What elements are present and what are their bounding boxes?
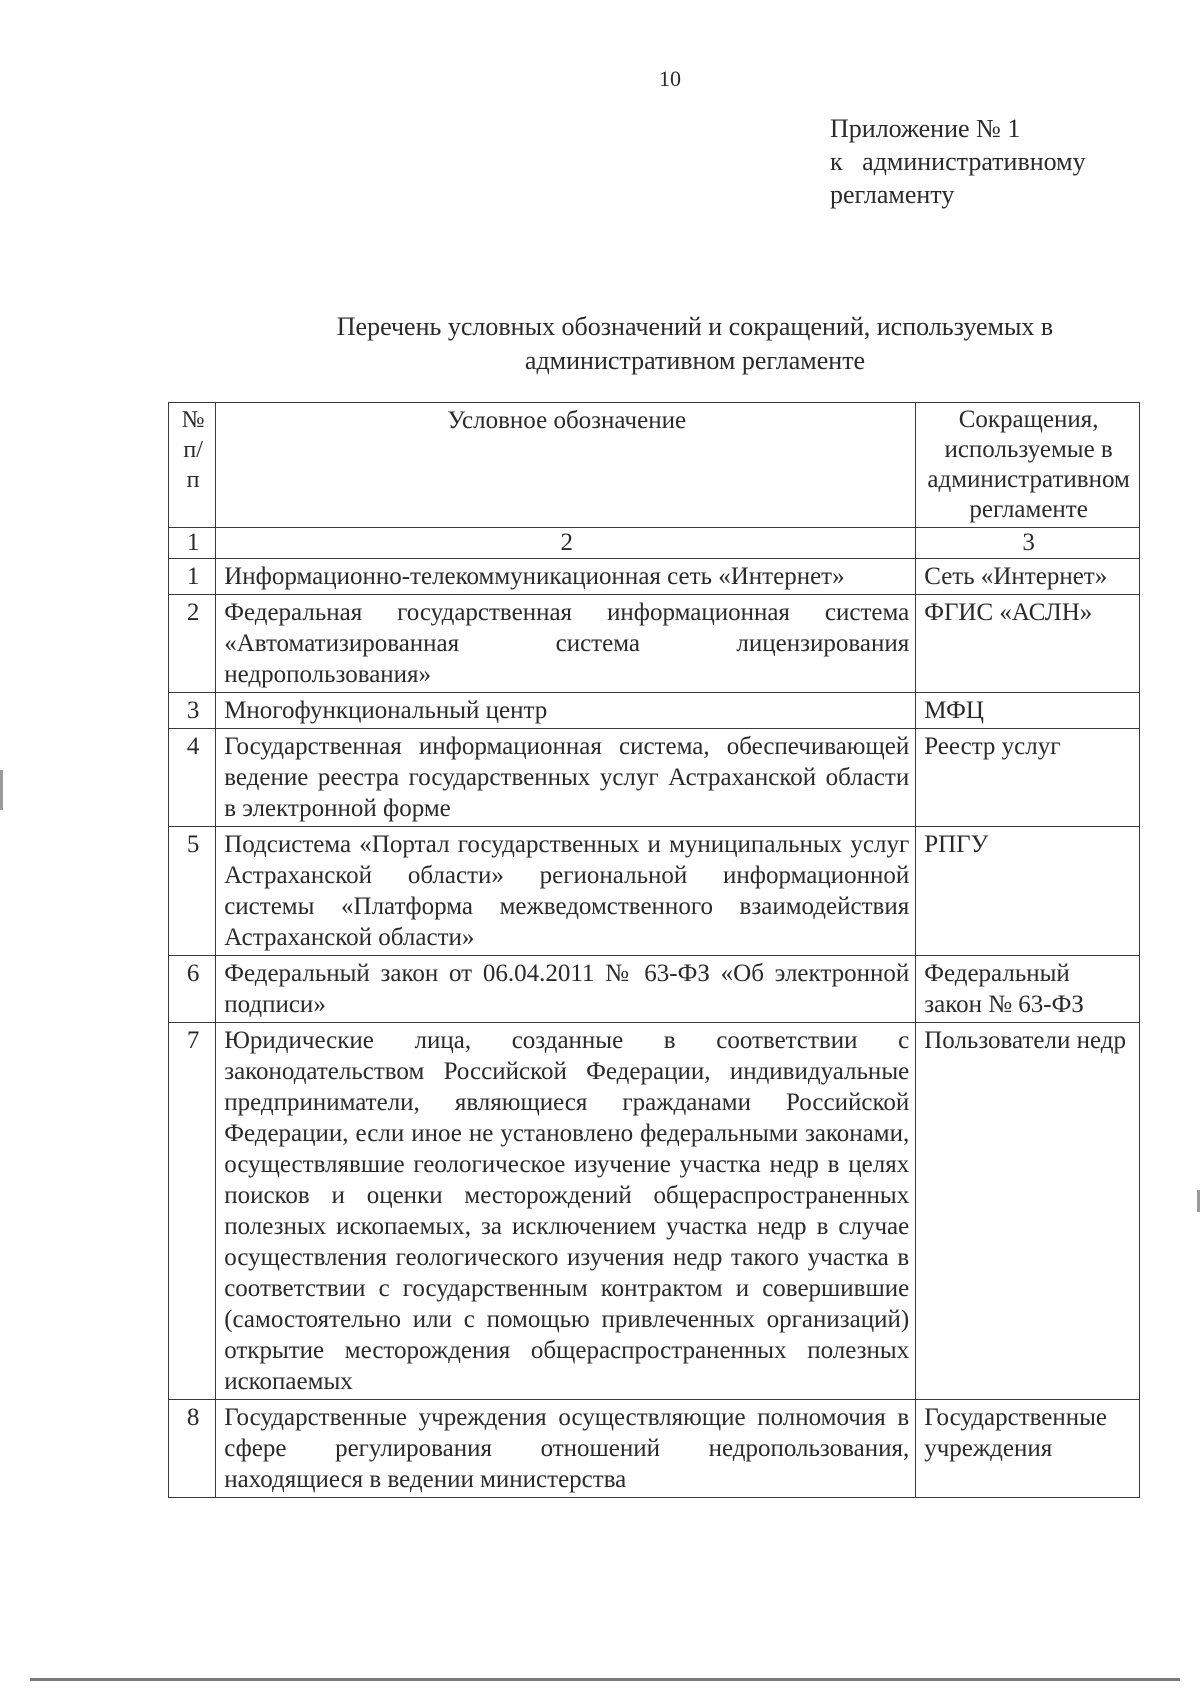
scan-artifact xyxy=(0,770,3,810)
table-row xyxy=(169,595,1140,693)
appendix-line-1: Приложение № 1 xyxy=(830,114,1021,143)
row-number: 2 xyxy=(169,595,216,693)
table-row xyxy=(169,1023,1140,1400)
column-number: 2 xyxy=(216,528,916,559)
table-row xyxy=(169,1400,1140,1498)
column-number: 3 xyxy=(916,528,1140,559)
row-designation: Многофункциональный центр xyxy=(216,693,916,729)
appendix-line-2: к административному xyxy=(830,147,1086,176)
header-designation: Условное обозначение xyxy=(216,403,916,528)
appendix-line-3: регламенту xyxy=(830,180,955,209)
table-row xyxy=(169,729,1140,827)
row-designation: Юридические лица, созданные в соответствии с законодательством Российской Федерации, индивидуальные предприниматели, являющиеся гражданами Российской Федерации, если иное не установлено федеральными законами, осуществлявшие геологическое изучение участка недр в целях поисков и оценки месторождений общераспространенных полезных ископаемых, за исключением участка недр в случае осуществления геологического изучения недр такого участка в соответствии с государственным контрактом и совершившие (самостоятельно или с помощью привлеченных организаций) открытие месторождения общераспространенных полезных ископаемых xyxy=(216,1023,916,1400)
row-abbreviation: РПГУ xyxy=(916,827,1140,956)
table-row xyxy=(169,559,1140,595)
column-number: 1 xyxy=(169,528,216,559)
document-title: Перечень условных обозначений и сокращений, используемых в административном регламенте xyxy=(336,312,1054,375)
header-abbreviation: Сокращения, используемые в административном регламенте xyxy=(916,403,1140,528)
table-row xyxy=(169,693,1140,729)
row-number: 7 xyxy=(169,1023,216,1400)
row-number: 6 xyxy=(169,956,216,1023)
row-designation: Государственная информационная система, обеспечивающей ведение реестра государственных услуг Астраханской области в электронной форме xyxy=(216,729,916,827)
table-header-row xyxy=(169,403,1140,528)
table-row xyxy=(169,956,1140,1023)
row-designation: Информационно-телекоммуникационная сеть «Интернет» xyxy=(216,559,916,595)
row-abbreviation: ФГИС «АСЛН» xyxy=(916,595,1140,693)
column-numbers-row xyxy=(169,528,1140,559)
row-number: 3 xyxy=(169,693,216,729)
appendix-note xyxy=(830,112,1130,211)
row-number: 1 xyxy=(169,559,216,595)
row-abbreviation: Пользователи недр xyxy=(916,1023,1140,1400)
row-number: 4 xyxy=(169,729,216,827)
page-number: 10 xyxy=(659,66,681,91)
abbreviations-table xyxy=(168,402,1140,1498)
row-designation: Государственные учреждения осуществляющие полномочия в сфере регулирования отношений недропользования, находящиеся в ведении министерства xyxy=(216,1400,916,1498)
row-abbreviation: Сеть «Интернет» xyxy=(916,559,1140,595)
header-number: № п/п xyxy=(169,403,216,528)
row-abbreviation: Реестр услуг xyxy=(916,729,1140,827)
row-designation: Федеральный закон от 06.04.2011 № 63-ФЗ «Об электронной подписи» xyxy=(216,956,916,1023)
row-designation: Федеральная государственная информационная система «Автоматизированная система лицензирования недропользования» xyxy=(216,595,916,693)
table-row xyxy=(169,827,1140,956)
row-number: 8 xyxy=(169,1400,216,1498)
scan-edge-line xyxy=(30,1678,1180,1681)
row-number: 5 xyxy=(169,827,216,956)
row-abbreviation: Федеральный закон № 63-ФЗ xyxy=(916,956,1140,1023)
row-designation: Подсистема «Портал государственных и муниципальных услуг Астраханской области» региональной информационной системы «Платформа межведомственного взаимодействия Астраханской области» xyxy=(216,827,916,956)
row-abbreviation: Государственные учреждения xyxy=(916,1400,1140,1498)
row-abbreviation: МФЦ xyxy=(916,693,1140,729)
